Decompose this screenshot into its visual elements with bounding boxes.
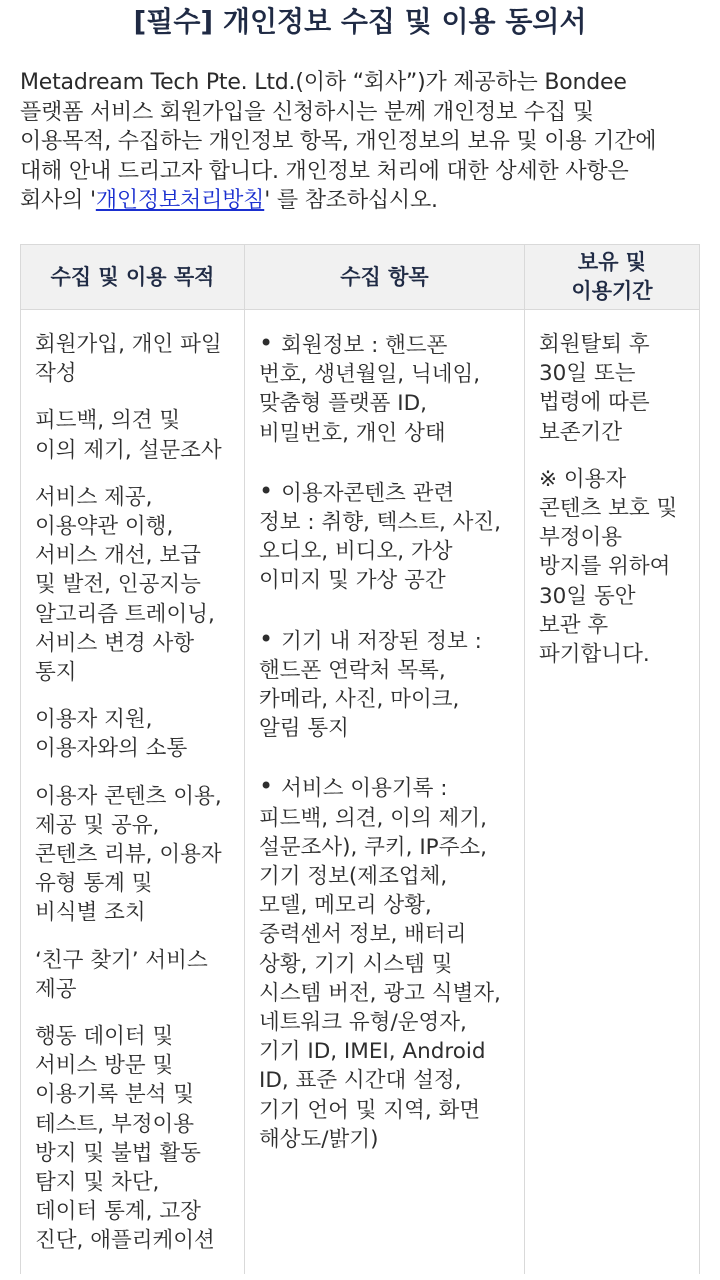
text-line: 시스템 버전, 광고 식별자, <box>259 980 501 1006</box>
text-line: 모델, 메모리 상황, <box>259 893 432 919</box>
purpose-item <box>35 406 232 464</box>
retention-item <box>539 330 687 447</box>
purpose-item <box>35 782 232 928</box>
text-line: 법령에 따른 <box>539 390 650 416</box>
text-line: 통지 <box>35 660 77 686</box>
text-line: 행동 데이터 및 <box>35 1024 174 1050</box>
text-line: ※ 이용자 <box>539 466 627 492</box>
purpose-cell <box>21 310 245 1274</box>
text-line: 방지를 위하여 <box>539 554 671 580</box>
text-line: 네트워크 유형/운영자, <box>259 1010 467 1036</box>
text-line: 서비스 방문 및 <box>35 1053 174 1079</box>
text-line: • 이용자콘텐츠 관련 <box>259 478 512 508</box>
privacy-policy-link[interactable]: 개인정보처리방침 <box>95 188 265 213</box>
header-purpose: 수집 및 이용 목적 <box>21 245 245 310</box>
purpose-item <box>35 483 232 687</box>
retention-cell <box>525 310 700 1274</box>
text-line: 유형 통계 및 <box>35 871 153 897</box>
purpose-item <box>35 705 232 763</box>
text-line: 카메라, 사진, 마이크, <box>259 687 460 713</box>
text-line: 탐지 및 차단, <box>35 1170 160 1196</box>
text-line: 제공 <box>35 976 77 1002</box>
text-line: 맞춤형 플랫폼 ID, <box>259 391 428 417</box>
text-line: 알림 통지 <box>259 716 349 742</box>
text-line: ‘친구 찾기’ 서비스 <box>35 947 208 973</box>
items-cell <box>245 310 525 1274</box>
text-line: 데이터 통계, 고장 <box>35 1199 201 1225</box>
text-line: 서비스 개선, 보급 <box>35 543 201 569</box>
text-line: 기기 정보(제조업체, <box>259 864 448 890</box>
header-retention-line: 보유 및 <box>577 250 647 274</box>
retention-note <box>539 465 687 669</box>
collected-item <box>259 626 512 744</box>
text-line: 이용자 지원, <box>35 707 153 733</box>
text-line: 이용기록 분석 및 <box>35 1082 195 1108</box>
header-retention-line: 이용기간 <box>571 279 653 303</box>
collected-item <box>259 773 512 1154</box>
page-title: [필수] 개인정보 수집 및 이용 동의서 <box>133 5 587 38</box>
intro-line: 플랫폼 서비스 회원가입을 신청하시는 분께 개인정보 수집 및 <box>20 99 594 125</box>
text-line: 이미지 및 가상 공간 <box>259 568 446 594</box>
purpose-item <box>35 330 232 388</box>
text-line: 비식별 조치 <box>35 900 146 926</box>
intro-line <box>20 186 700 216</box>
text-line: 작성 <box>35 361 77 387</box>
text-line: 테스트, 부정이용 <box>35 1111 195 1137</box>
text-line: 기기 ID, IMEI, Android <box>259 1039 486 1065</box>
text-line: 회원탈퇴 후 <box>539 332 650 357</box>
intro-line-prefix: 회사의 ' <box>20 188 96 213</box>
header-items: 수집 항목 <box>245 245 525 310</box>
intro-line-suffix: ' 를 참조하십시오. <box>264 188 438 213</box>
purpose-item <box>35 946 232 1004</box>
text-line: 부정이용 <box>539 525 623 551</box>
text-line: 설문조사), 쿠키, IP주소, <box>259 834 488 860</box>
text-line: 파기합니다. <box>539 642 650 668</box>
text-line: • 회원정보 : 핸드폰 <box>259 330 512 360</box>
text-line: 이용자 콘텐츠 이용, <box>35 783 222 809</box>
text-line: • 기기 내 저장된 정보 : <box>259 626 512 656</box>
header-retention <box>525 245 700 310</box>
text-line: 비밀번호, 개인 상태 <box>259 420 446 446</box>
text-line: 이용자와의 소통 <box>35 736 188 762</box>
table-header-row <box>21 245 700 310</box>
text-line: 중력센서 정보, 배터리 <box>259 922 467 948</box>
table-row <box>21 310 700 1274</box>
intro-paragraph <box>20 68 700 216</box>
text-line: 보관 후 <box>539 612 609 638</box>
text-line: 서비스 변경 사항 <box>35 630 195 656</box>
text-line: 피드백, 의견 및 <box>35 408 181 434</box>
text-line: • 서비스 이용기록 : <box>259 773 512 803</box>
text-line: 콘텐츠 리뷰, 이용자 <box>35 842 222 868</box>
text-line: 정보 : 취향, 텍스트, 사진, <box>259 510 502 536</box>
text-line: 제공 및 공유, <box>35 812 160 838</box>
text-line: ID, 표준 시간대 설정, <box>259 1068 462 1094</box>
intro-line: 이용목적, 수집하는 개인정보 항목, 개인정보의 보유 및 이용 기간에 <box>20 129 657 154</box>
text-line: 방지 및 불법 활동 <box>35 1140 201 1166</box>
text-line: 회원가입, 개인 파일 <box>35 332 222 357</box>
intro-line: 대해 안내 드리고자 합니다. 개인정보 처리에 대한 상세한 사항은 <box>20 158 629 184</box>
intro-line: Metadream Tech Pte. Ltd.(이하 “회사”)가 제공하는 Bondee <box>20 70 627 95</box>
text-line: 이의 제기, 설문조사 <box>35 437 222 463</box>
text-line: 상황, 기기 시스템 및 <box>259 951 453 977</box>
text-line: 보존기간 <box>539 419 623 445</box>
text-line: 기기 언어 및 지역, 화면 <box>259 1097 481 1123</box>
text-line: 30일 동안 <box>539 583 636 609</box>
collected-item <box>259 330 512 448</box>
text-line: 이용약관 이행, <box>35 514 174 540</box>
text-line: 알고리즘 트레이닝, <box>35 601 215 627</box>
text-line: 서비스 제공, <box>35 484 153 510</box>
purpose-item <box>35 1022 232 1256</box>
collected-item <box>259 478 512 596</box>
text-line: 핸드폰 연락처 목록, <box>259 657 446 683</box>
text-line: 오디오, 비디오, 가상 <box>259 539 453 565</box>
text-line: 및 발전, 인공지능 <box>35 572 201 598</box>
text-line: 30일 또는 <box>539 361 636 387</box>
text-line: 진단, 애플리케이션 <box>35 1228 215 1254</box>
text-line: 콘텐츠 보호 및 <box>539 496 678 522</box>
text-line: 피드백, 의견, 이의 제기, <box>259 805 487 831</box>
text-line: 번호, 생년월일, 닉네임, <box>259 362 481 388</box>
consent-table <box>20 244 700 1274</box>
text-line: 해상도/밝기) <box>259 1126 379 1152</box>
